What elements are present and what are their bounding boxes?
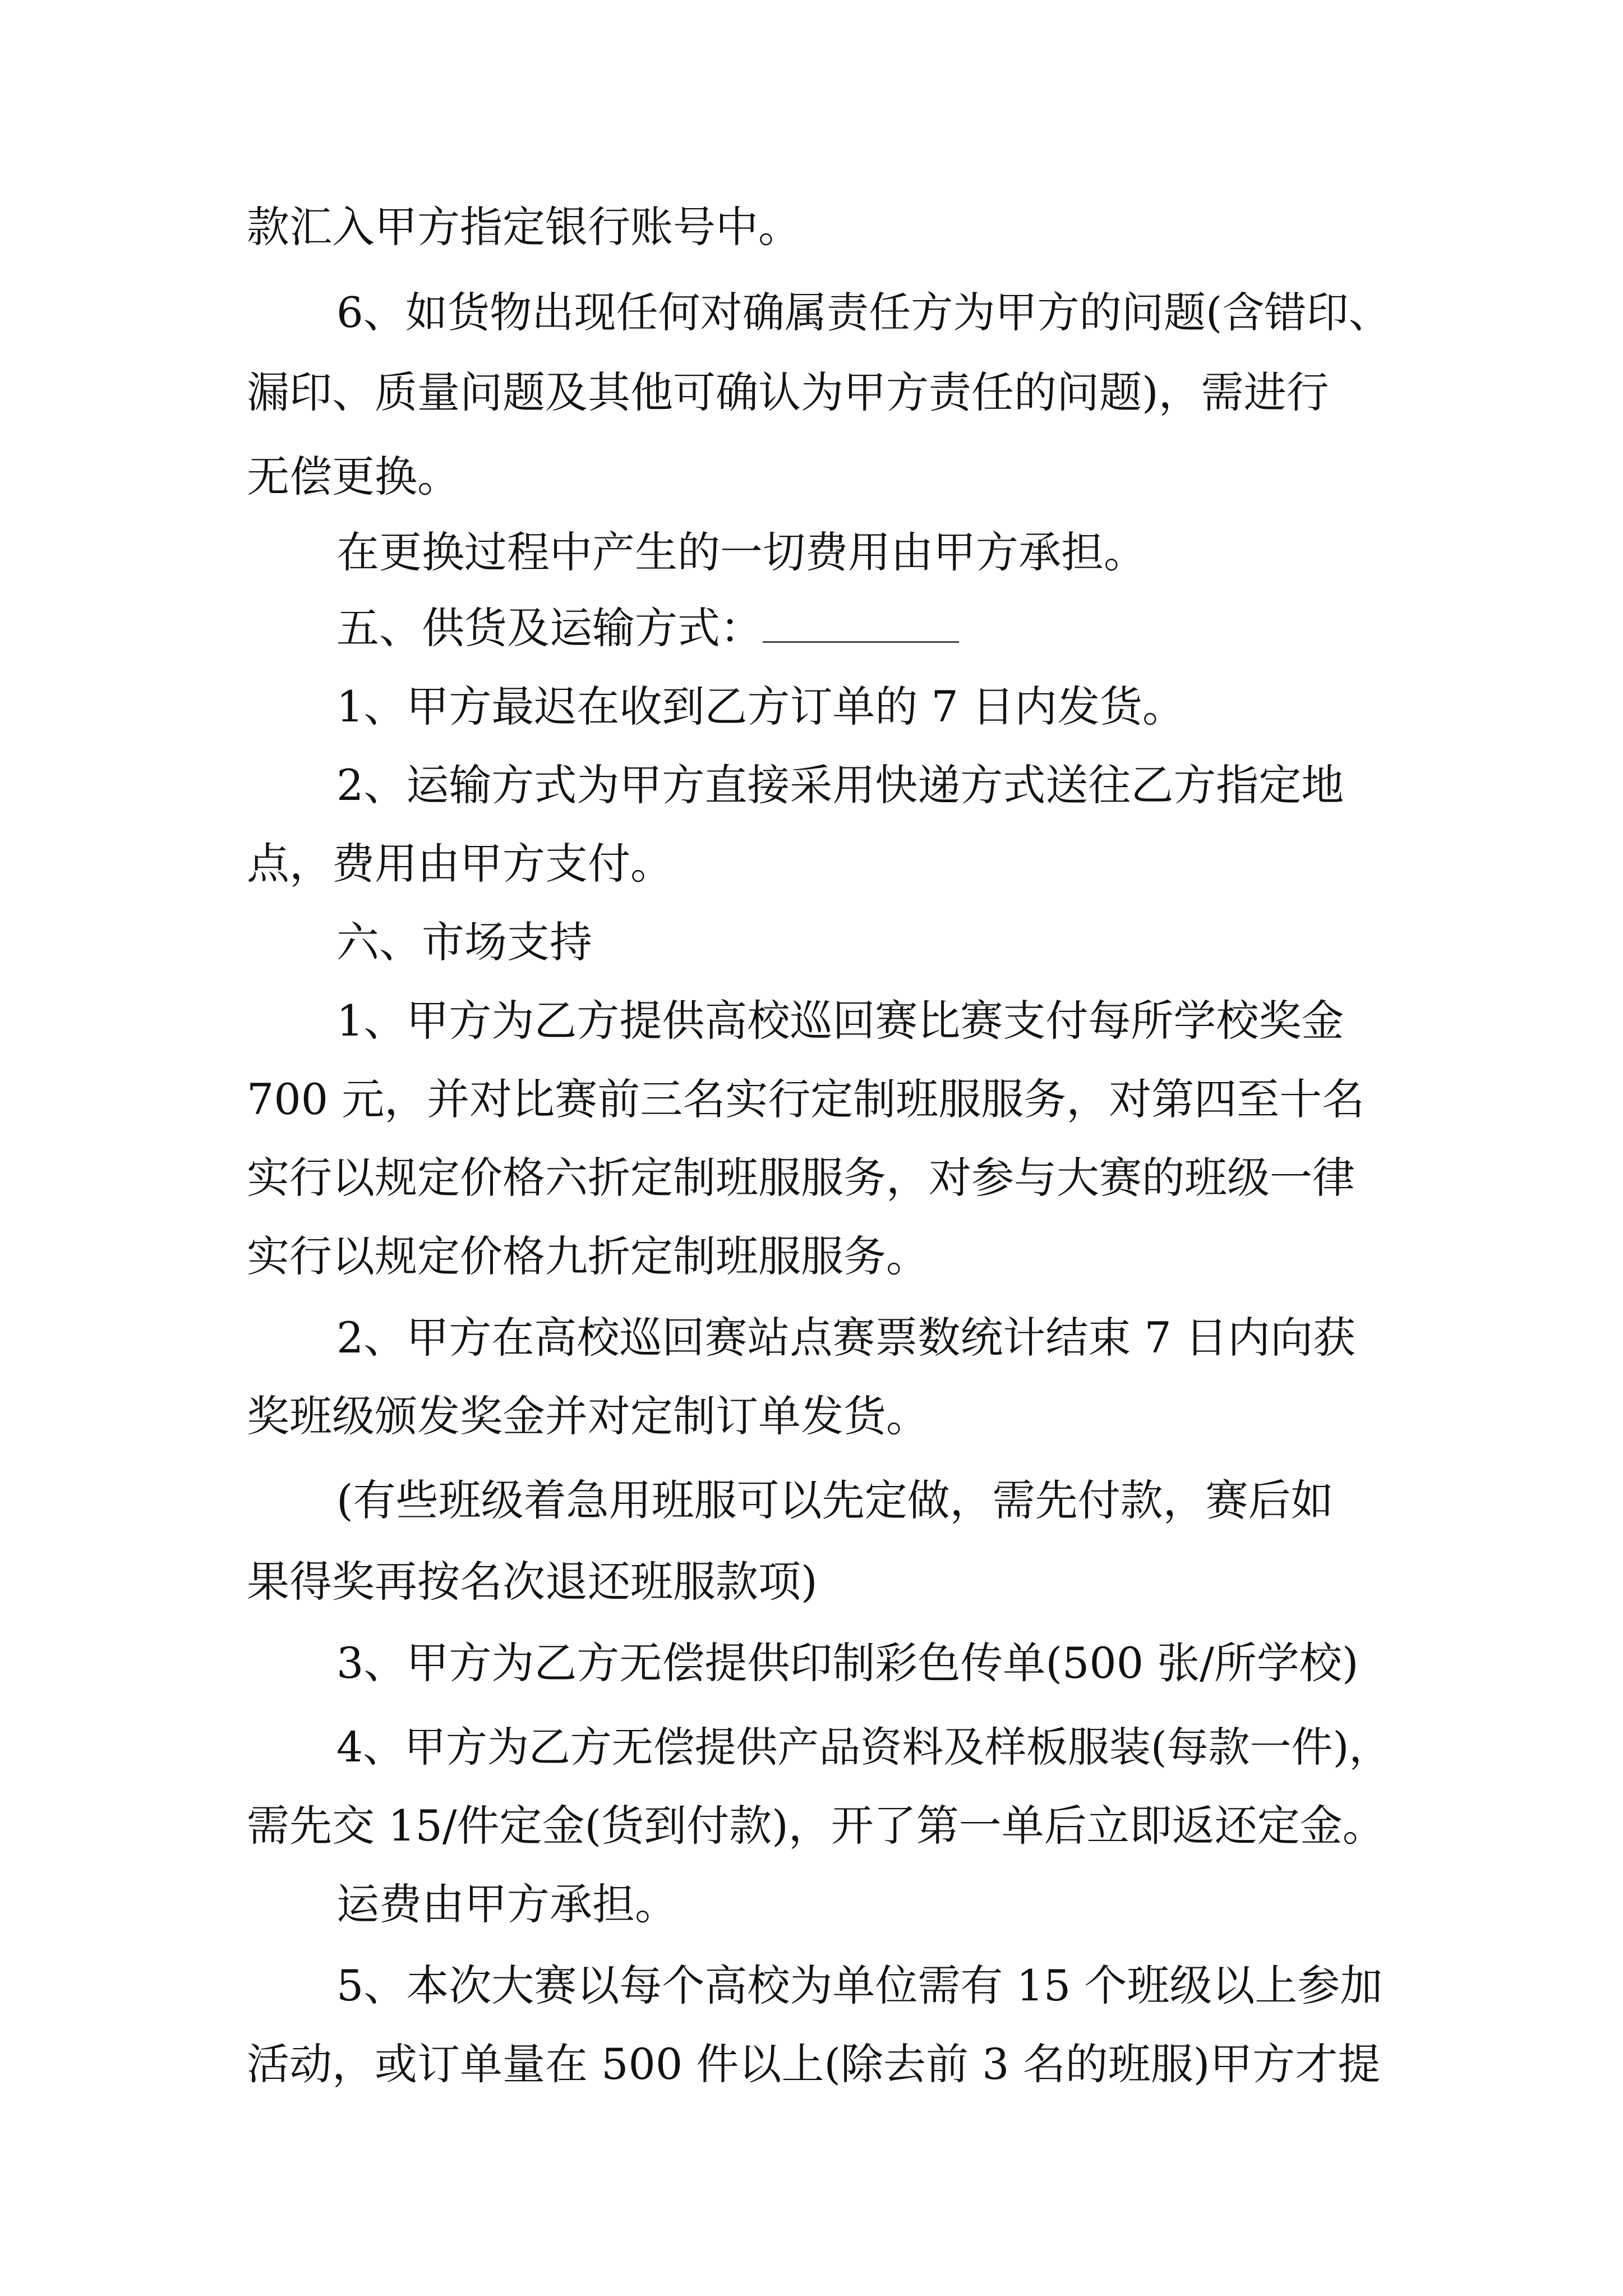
section-heading-text: 五、供货及运输方式： xyxy=(336,603,763,653)
text-line: 奖班级颁发奖金并对定制订单发货。 xyxy=(247,1391,929,1441)
text-line: 1、甲方最迟在收到乙方订单的 7 日内发货。 xyxy=(336,682,1186,731)
text-line: 2、运输方式为甲方直接采用快递方式送往乙方指定地 xyxy=(336,760,1344,810)
text-line: 1、甲方为乙方提供高校巡回赛比赛支付每所学校奖金 xyxy=(336,996,1344,1046)
text-line: 果得奖再按名次退还班服款项) xyxy=(247,1557,818,1607)
text-line: 需先交 15/件定金(货到付款)，开了第一单后立即返还定金。 xyxy=(247,1801,1385,1851)
text-line: (有些班级着急用班服可以先定做，需先付款，赛后如 xyxy=(336,1475,1334,1525)
text-line: 在更换过程中产生的一切费用由甲方承担。 xyxy=(336,527,1146,577)
text-line: 3、甲方为乙方无偿提供印制彩色传单(500 张/所学校) xyxy=(336,1638,1359,1688)
text-line: 5、本次大赛以每个高校为单位需有 15 个班级以上参加 xyxy=(336,1961,1383,2010)
text-line: 实行以规定价格九折定制班服服务。 xyxy=(247,1231,929,1281)
section-heading: 六、市场支持 xyxy=(336,917,592,967)
text-line: 700 元，并对比赛前三名实行定制班服服务，对第四至十名 xyxy=(247,1074,1365,1124)
text-line: 活动，或订单量在 500 件以上(除去前 3 名的班服)甲方才提 xyxy=(247,2039,1381,2089)
text-line: 4、甲方为乙方无偿提供产品资料及样板服装(每款一件)， xyxy=(336,1723,1391,1772)
text-line: 款汇入甲方指定银行账号中。 xyxy=(247,202,801,252)
text-line: 运费由甲方承担。 xyxy=(336,1879,677,1929)
text-line: 实行以规定价格六折定制班服服务，对参与大赛的班级一律 xyxy=(247,1153,1355,1203)
text-line: 2、甲方在高校巡回赛站点赛票数统计结束 7 日内向获 xyxy=(336,1313,1356,1363)
text-line: 6、如货物出现任何对确属责任方为甲方的问题(含错印、 xyxy=(336,288,1391,337)
text-line: 无偿更换。 xyxy=(247,452,460,501)
section-heading xyxy=(336,600,959,656)
text-line: 点，费用由甲方支付。 xyxy=(247,839,673,889)
fill-in-blank xyxy=(763,602,959,643)
text-line: 漏印、质量问题及其他可确认为甲方责任的问题)，需进行 xyxy=(247,367,1329,417)
